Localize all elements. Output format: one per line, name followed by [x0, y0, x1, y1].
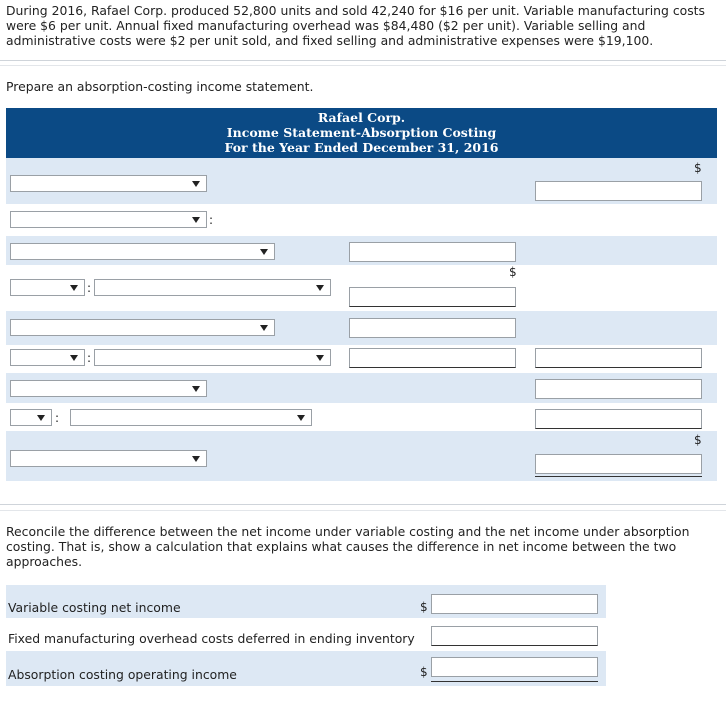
amount-input[interactable] [535, 348, 702, 368]
line-item-dropdown[interactable] [10, 450, 207, 467]
amount-input[interactable] [535, 454, 702, 474]
line-item-dropdown[interactable] [10, 175, 207, 192]
chevron-down-icon [297, 415, 305, 421]
divider [0, 60, 726, 61]
statement-row-4 [6, 265, 717, 311]
account-dropdown[interactable] [10, 279, 85, 296]
colon: : [55, 411, 60, 425]
reconcile-label: Variable costing net income [8, 600, 181, 615]
statement-title: Income Statement-Absorption Costing [226, 125, 497, 140]
double-underline [535, 476, 702, 477]
amount-input[interactable] [349, 348, 516, 368]
dollar-sign: $ [420, 600, 428, 614]
chevron-down-icon [192, 456, 200, 462]
divider [0, 504, 726, 505]
colon: : [209, 213, 214, 227]
statement-row-7 [6, 373, 717, 403]
divider [0, 510, 726, 511]
reconcile-text-line-3: approaches. [6, 554, 83, 569]
chevron-down-icon [316, 355, 324, 361]
chevron-down-icon [37, 415, 45, 421]
statement-row-9 [6, 431, 717, 481]
reconcile-text-line-2: costing. That is, show a calculation that explains what causes the difference in net income between the two [6, 539, 677, 554]
reconcile-row-1 [6, 585, 606, 618]
problem-text-line-1: During 2016, Rafael Corp. produced 52,800 units and sold 42,240 for $16 per unit. Variable manufacturing costs [6, 3, 705, 18]
chevron-down-icon [260, 249, 268, 255]
statement-row-1 [6, 158, 717, 204]
amount-input[interactable] [431, 626, 598, 646]
amount-input[interactable] [535, 409, 702, 429]
divider [0, 65, 726, 66]
line-item-dropdown[interactable] [10, 319, 275, 336]
statement-period: For the Year Ended December 31, 2016 [224, 140, 499, 155]
reconcile-label: Fixed manufacturing overhead costs deferred in ending inventory [8, 631, 415, 646]
statement-row-6 [6, 345, 717, 373]
statement-row-8 [6, 403, 717, 431]
amount-input[interactable] [431, 657, 598, 677]
statement-row-5 [6, 311, 717, 345]
chevron-down-icon [70, 285, 78, 291]
amount-input[interactable] [349, 318, 516, 338]
colon: : [87, 351, 92, 365]
company-name: Rafael Corp. [317, 110, 406, 125]
chevron-down-icon [70, 355, 78, 361]
chevron-down-icon [192, 217, 200, 223]
chevron-down-icon [316, 285, 324, 291]
problem-text-line-3: administrative costs were $2 per unit sold, and fixed selling and administrative expenses were $19,100. [6, 33, 654, 48]
dollar-sign: $ [420, 665, 428, 679]
line-item-dropdown[interactable] [94, 279, 331, 296]
line-item-dropdown[interactable] [10, 380, 207, 397]
amount-input[interactable] [535, 379, 702, 399]
double-underline [431, 681, 598, 682]
chevron-down-icon [192, 181, 200, 187]
line-item-dropdown[interactable] [10, 243, 275, 260]
line-item-dropdown[interactable] [10, 211, 207, 228]
problem-text-line-2: were $6 per unit. Annual fixed manufacturing overhead was $84,480 ($2 per unit). Variable selling and [6, 18, 646, 33]
chevron-down-icon [192, 386, 200, 392]
dollar-sign: $ [694, 161, 702, 175]
reconcile-label: Absorption costing operating income [8, 667, 237, 682]
statement-header [6, 108, 717, 158]
reconcile-text-line-1: Reconcile the difference between the net income under variable costing and the net income under absorption [6, 524, 690, 539]
amount-input[interactable] [349, 242, 516, 262]
amount-input[interactable] [349, 287, 516, 307]
account-dropdown[interactable] [10, 409, 52, 426]
account-dropdown[interactable] [10, 349, 85, 366]
dollar-sign: $ [694, 433, 702, 447]
statement-row-2 [6, 204, 717, 236]
statement-row-3 [6, 236, 717, 265]
amount-input[interactable] [535, 181, 702, 201]
line-item-dropdown[interactable] [70, 409, 312, 426]
chevron-down-icon [260, 325, 268, 331]
colon: : [87, 281, 92, 295]
dollar-sign: $ [509, 265, 517, 279]
instruction-text: Prepare an absorption-costing income statement. [6, 79, 314, 94]
reconcile-row-2 [6, 618, 606, 651]
reconcile-row-3 [6, 651, 606, 686]
amount-input[interactable] [431, 594, 598, 614]
line-item-dropdown[interactable] [94, 349, 331, 366]
